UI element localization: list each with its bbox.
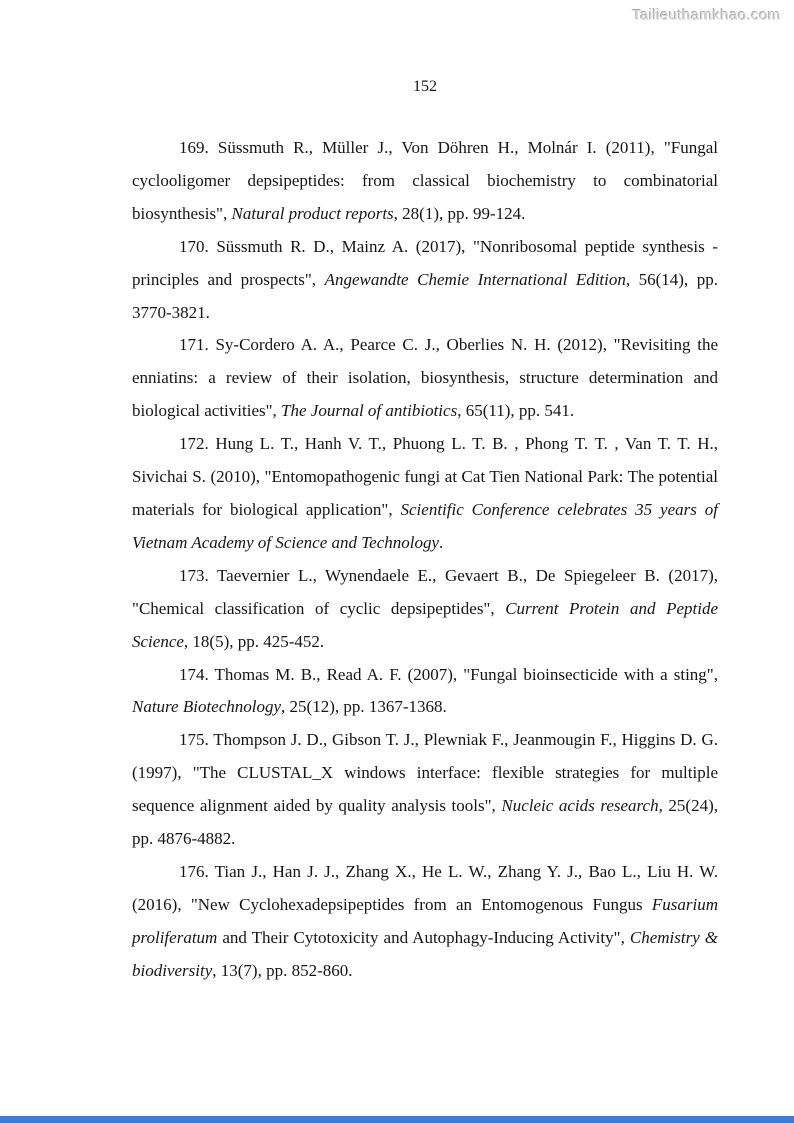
footer-bar: [0, 1116, 794, 1123]
reference-text: 174. Thomas M. B., Read A. F. (2007), "Fungal bioinsecticide with a sting",: [179, 664, 718, 684]
reference-text: , 56(14), pp. 3770-3821.: [132, 269, 718, 322]
reference-text: 175. Thompson J. D., Gibson T. J., Plewniak F., Jeanmougin F., Higgins D. G. (1997), "The CLUSTAL_X windows interface: flexible strategies for multiple sequence alignment aided by quality analysis tools",: [132, 730, 718, 816]
reference-text: 172. Hung L. T., Hanh V. T., Phuong L. T. B. , Phong T. T. , Van T. T. H., Sivichai S. (2010), "Entomopathogenic fungi at Cat Tien National Park: The potential materials for biological application",: [132, 434, 718, 519]
reference-item: [132, 659, 718, 725]
reference-text: , 13(7), pp. 852-860.: [212, 960, 353, 980]
reference-text: and Their Cytotoxicity and Autophagy-Inducing Activity",: [217, 927, 630, 947]
reference-journal-title: Scientific Conference celebrates 35 years of Vietnam Academy of Science and Technology: [132, 499, 718, 552]
reference-item: [132, 132, 718, 231]
reference-journal-title: The Journal of antibiotics: [281, 401, 458, 421]
references-list: [132, 132, 718, 988]
reference-journal-title: Current Protein and Peptide Science: [132, 598, 718, 651]
reference-text: 169. Süssmuth R., Müller J., Von Döhren H., Molnár I. (2011), "Fungal cyclooligomer depsipeptides: from classical biochemistry to combinatorial biosynthesis",: [132, 138, 718, 223]
reference-text: 171. Sy-Cordero A. A., Pearce C. J., Oberlies N. H. (2012), "Revisiting the enniatins: a review of their isolation, biosynthesis, structure determination and biological activities",: [132, 335, 718, 421]
reference-text: 176. Tian J., Han J. J., Zhang X., He L. W., Zhang Y. J., Bao L., Liu H. W. (2016), "New Cyclohexadepsipeptides from an Entomogenous Fungus: [132, 861, 718, 914]
reference-text: , 65(11), pp. 541.: [457, 401, 575, 421]
reference-journal-title: Angewandte Chemie International Edition: [324, 269, 626, 289]
reference-journal-title: Chemistry & biodiversity: [132, 927, 719, 980]
reference-item: [132, 724, 718, 856]
reference-item: [132, 428, 718, 560]
reference-journal-title: Fusarium proliferatum: [132, 894, 718, 947]
page-number: 152: [413, 78, 437, 95]
reference-journal-title: Nature Biotechnology: [132, 697, 282, 717]
reference-text: 173. Taevernier L., Wynendaele E., Gevaert B., De Spiegeleer B. (2017), "Chemical classification of cyclic depsipeptides",: [132, 565, 718, 618]
reference-journal-title: Natural product reports: [231, 203, 394, 223]
reference-item: [132, 329, 718, 428]
reference-journal-title: Nucleic acids research: [501, 796, 659, 816]
reference-text: , 25(24), pp. 4876-4882.: [132, 796, 718, 849]
reference-item: [132, 560, 718, 659]
reference-text: , 28(1), pp. 99-124.: [393, 203, 526, 223]
reference-text: , 25(12), pp. 1367-1368.: [281, 697, 447, 717]
watermark-text: Tailieuthamkhao.com: [632, 7, 781, 24]
reference-text: .: [439, 532, 444, 552]
reference-item: [132, 856, 718, 988]
reference-text: , 18(5), pp. 425-452.: [183, 631, 325, 651]
reference-text: 170. Süssmuth R. D., Mainz A. (2017), "Nonribosomal peptide synthesis - principles and prospects",: [132, 236, 718, 289]
reference-item: [132, 231, 718, 330]
